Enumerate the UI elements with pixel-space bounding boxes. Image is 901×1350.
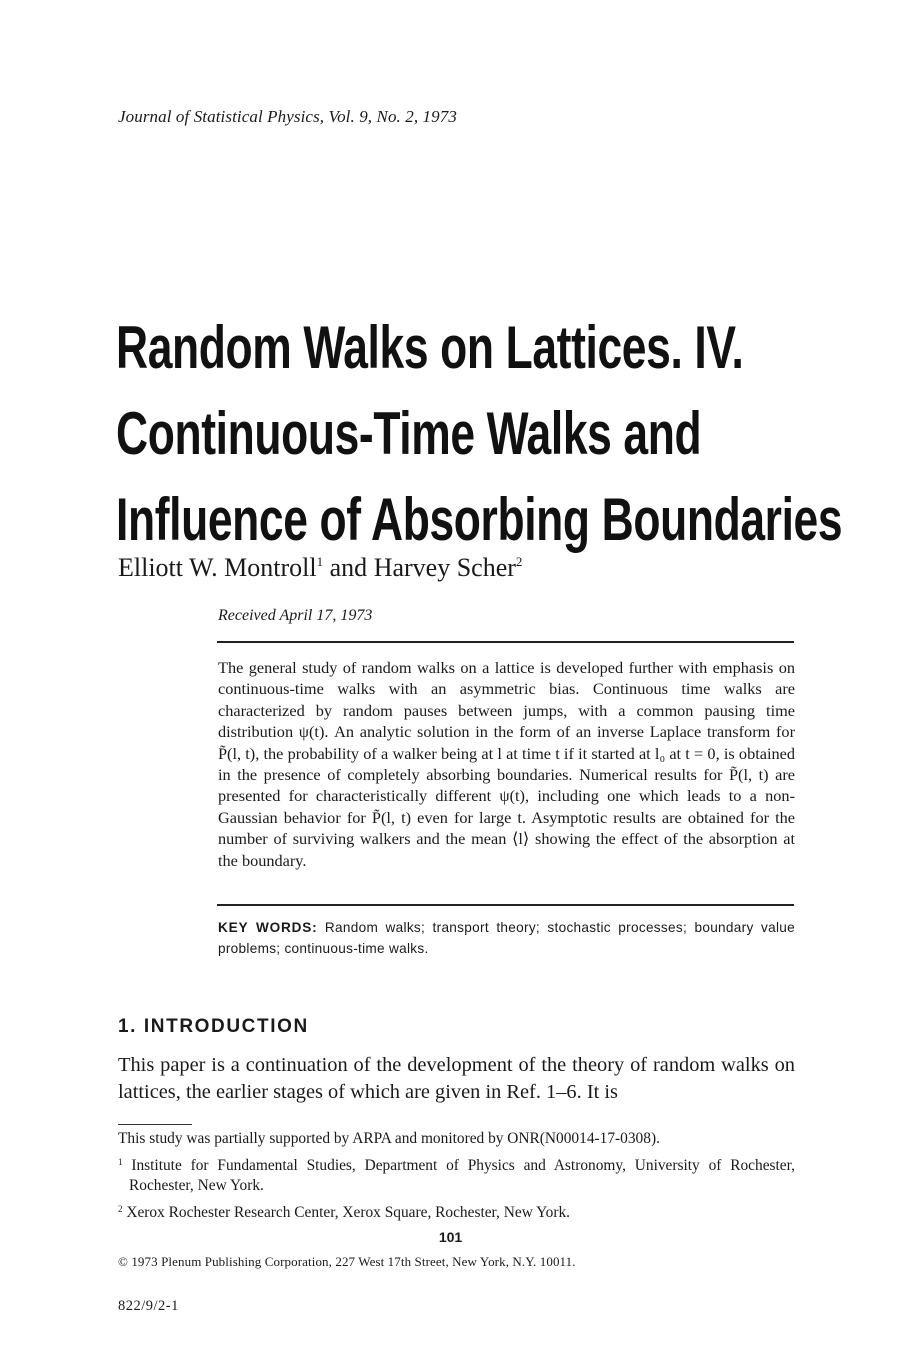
footnote-1-mark: 1 [118,1156,123,1167]
paper-title [116,305,843,563]
author-connector: and [323,553,374,582]
author-2-footnote-mark: 2 [515,554,523,569]
journal-citation: Journal of Statistical Physics, Vol. 9, No. 2, 1973 [118,107,457,126]
keywords-text: Random walks; transport theory; stochastic processes; boundary value problems; continuous-time walks. [218,920,795,956]
page-number: 101 [438,1229,463,1245]
footnote-support: This study was partially supported by ARPA and monitored by ONR(N00014-17-0308). [118,1130,660,1147]
abstract-top-rule [217,641,794,643]
title-line-2: Continuous-Time Walks and [116,400,702,467]
author-2: Harvey Scher [373,553,516,582]
abstract: The general study of random walks on a lattice is developed further with emphasis on continuous-time walks with an asymmetric bias. Continuous time walks are characterized by random pauses between jumps, with a common pausing time distribution ψ(t). An analytic solution in the form of an inverse Laplace transform for P̃(l, t), the probability of a walker being at l at time t if it started at l₀ at t = 0, is obtained in the presence of completely absorbing boundaries. Numerical results for P̃(l, t) are presented for characteristically different ψ(t), including one which leads to a non-Gaussian behavior for P̃(l, t) even for large t. Asymptotic results are obtained for the number of surviving walkers and the mean ⟨l⟩ showing the effect of the absorption at the boundary. [218,658,795,870]
title-line-1: Random Walks on Lattices. IV. [116,314,744,381]
footnote-1 [118,1152,795,1197]
footnote-2 [118,1199,795,1224]
author-1: Elliott W. Montroll [118,553,317,582]
footnote-rule [118,1124,192,1125]
keywords-label: KEY WORDS: [218,920,318,935]
section-heading: 1. INTRODUCTION [118,1016,309,1037]
author-line [118,553,522,583]
received-date: Received April 17, 1973 [218,607,373,624]
print-code: 822/9/2-1 [118,1298,179,1314]
keywords [218,917,795,959]
intro-paragraph: This paper is a continuation of the development of the theory of random walks on lattices, the earlier stages of which are given in Ref. 1–6. It is [118,1054,795,1103]
author-1-footnote-mark: 1 [316,554,324,569]
footnote-2-text: Xerox Rochester Research Center, Xerox Square, Rochester, New York. [122,1204,571,1222]
copyright-line: © 1973 Plenum Publishing Corporation, 227 West 17th Street, New York, N.Y. 10011. [118,1254,576,1269]
footnotes [118,1129,795,1226]
footnote-2-mark: 2 [118,1204,123,1215]
title-line-3: Influence of Absorbing Boundaries [116,486,843,553]
footnote-1-text: Institute for Fundamental Studies, Department of Physics and Astronomy, University of Rochester, Rochester, New York. [122,1156,795,1195]
abstract-bottom-rule [217,904,794,906]
